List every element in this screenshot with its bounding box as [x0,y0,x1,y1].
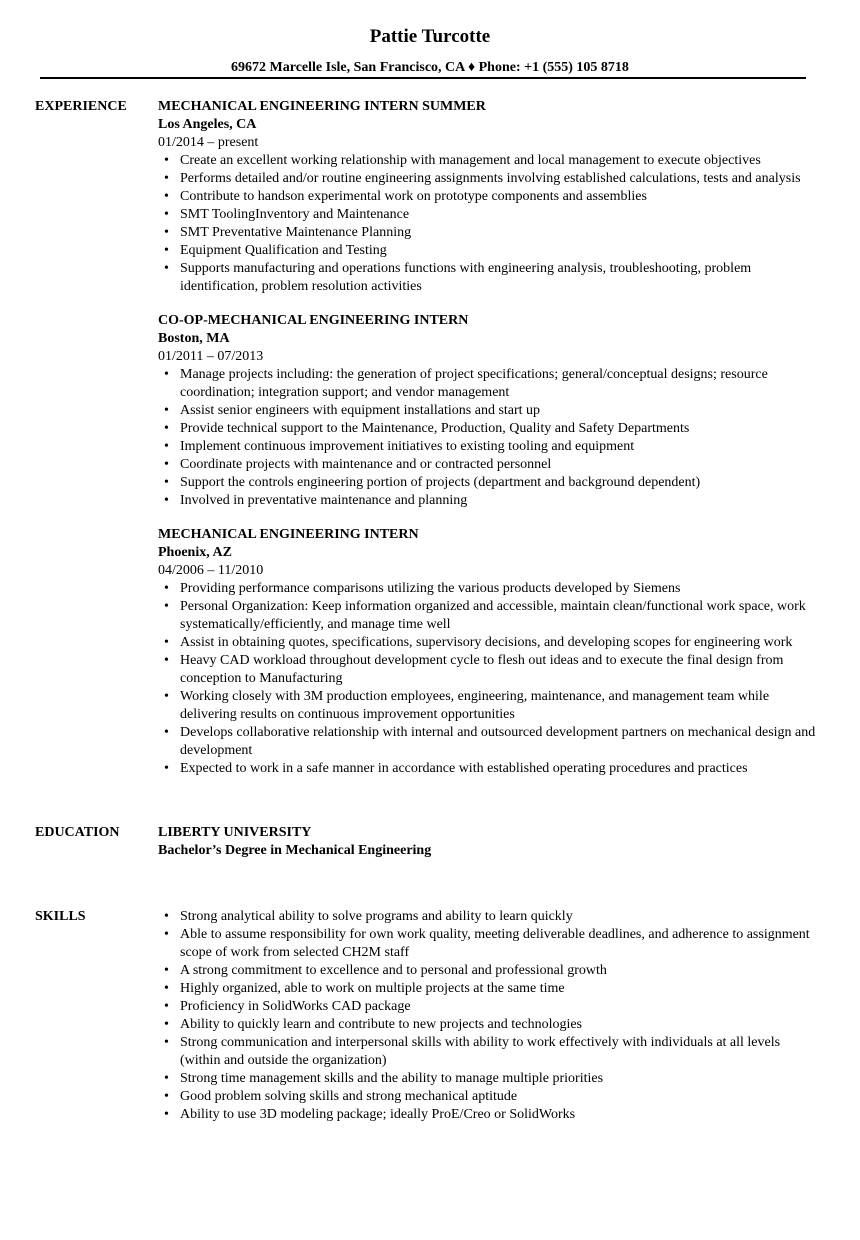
job-title: MECHANICAL ENGINEERING INTERN SUMMER [158,99,486,114]
list-item: • SMT ToolingInventory and Maintenance [158,206,818,224]
list-item: • SMT Preventative Maintenance Planning [158,224,818,242]
experience-section [158,98,818,794]
section-label-education: EDUCATION [35,825,120,840]
school-name: LIBERTY UNIVERSITY [158,825,312,840]
list-item: • Provide technical support to the Maintenance, Production, Quality and Safety Departments [158,420,818,438]
list-item: • Assist in obtaining quotes, specifications, supervisory decisions, and developing scopes for engineering work [158,634,818,652]
section-label-skills: SKILLS [35,909,86,924]
job-dates: 01/2011 – 07/2013 [158,349,264,364]
job-bullets [158,366,818,510]
job-location: Boston, MA [158,331,230,346]
skills-list [158,908,818,1124]
list-item: • Able to assume responsibility for own work quality, meeting deliverable deadlines, and adherence to assignment scope of work from selected CH2M staff [158,926,818,962]
skills-section [158,908,818,1124]
list-item: • Equipment Qualification and Testing [158,242,818,260]
resume-header [0,25,860,49]
candidate-name: Pattie Turcotte [369,26,491,47]
list-item: • Proficiency in SolidWorks CAD package [158,998,818,1016]
list-item: • Contribute to handson experimental work on prototype components and assemblies [158,188,818,206]
education-section [158,824,818,860]
contact-line: 69672 Marcelle Isle, San Francisco, CA ♦ Phone: +1 (555) 105 8718 [231,60,629,75]
job-entry [158,98,818,296]
list-item: • Create an excellent working relationship with management and local management to execute objectives [158,152,818,170]
header-divider [40,77,806,79]
list-item: • Performs detailed and/or routine engineering assignments involving established calculations, tests and analysis [158,170,818,188]
list-item: • Manage projects including: the generation of project specifications; general/conceptual designs; resource coordination; integration support; and vendor management [158,366,818,402]
list-item: • Good problem solving skills and strong mechanical aptitude [158,1088,818,1106]
job-bullets [158,580,818,778]
job-entry [158,526,818,778]
list-item: • Personal Organization: Keep information organized and accessible, maintain clean/functional work space, work systematically/efficiently, and manage time well [158,598,818,634]
list-item: • Support the controls engineering portion of projects (department and background dependent) [158,474,818,492]
list-item: • Ability to quickly learn and contribute to new projects and technologies [158,1016,818,1034]
job-location: Los Angeles, CA [158,117,257,132]
list-item: • Develops collaborative relationship with internal and outsourced development partners on mechanical design and development [158,724,818,760]
job-bullets [158,152,818,296]
list-item: • Highly organized, able to work on multiple projects at the same time [158,980,818,998]
list-item: • Heavy CAD workload throughout development cycle to flesh out ideas and to execute the final design from conception to Manufacturing [158,652,818,688]
list-item: • Implement continuous improvement initiatives to existing tooling and equipment [158,438,818,456]
list-item: • Strong time management skills and the ability to manage multiple priorities [158,1070,818,1088]
list-item: • Assist senior engineers with equipment installations and start up [158,402,818,420]
list-item: • Coordinate projects with maintenance and or contracted personnel [158,456,818,474]
list-item: • Strong communication and interpersonal skills with ability to work effectively with individuals at all levels (within and outside the organization) [158,1034,818,1070]
job-dates: 01/2014 – present [158,135,259,150]
section-label-experience: EXPERIENCE [35,99,127,114]
job-location: Phoenix, AZ [158,545,232,560]
job-entry [158,312,818,510]
job-dates: 04/2006 – 11/2010 [158,563,264,578]
list-item: • A strong commitment to excellence and to personal and professional growth [158,962,818,980]
list-item: • Providing performance comparisons utilizing the various products developed by Siemens [158,580,818,598]
list-item: • Involved in preventative maintenance and planning [158,492,818,510]
list-item: • Working closely with 3M production employees, engineering, maintenance, and management team while delivering results on continuous improvement opportunities [158,688,818,724]
list-item: • Strong analytical ability to solve programs and ability to learn quickly [158,908,818,926]
list-item: • Expected to work in a safe manner in accordance with established operating procedures and practices [158,760,818,778]
job-title: MECHANICAL ENGINEERING INTERN [158,527,419,542]
degree-name: Bachelor’s Degree in Mechanical Engineering [158,843,432,858]
list-item: • Ability to use 3D modeling package; ideally ProE/Creo or SolidWorks [158,1106,818,1124]
job-title: CO-OP-MECHANICAL ENGINEERING INTERN [158,313,469,328]
list-item: • Supports manufacturing and operations functions with engineering analysis, troubleshooting, problem identification, problem resolution activities [158,260,818,296]
